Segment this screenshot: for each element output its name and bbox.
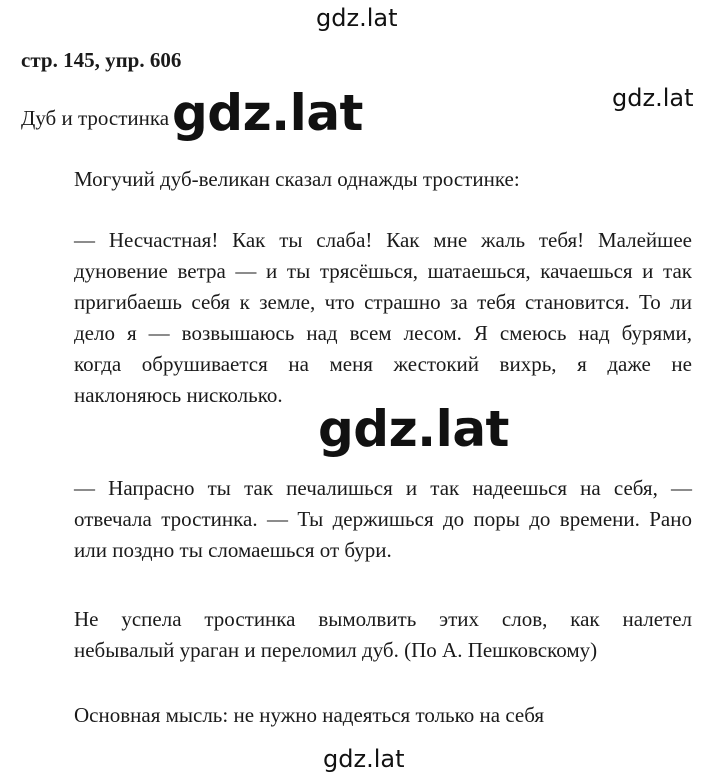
text-line: наклоняюсь нисколько. <box>74 383 283 407</box>
watermark-right: gdz.lat <box>612 84 694 112</box>
text-line: когда обрушивается на меня жестокий вихрь, я даже не <box>74 352 692 376</box>
paragraph-intro <box>74 164 692 195</box>
story-title: Дуб и тростинка <box>21 106 170 130</box>
text-line: — Напрасно ты так печалишься и так надеешься на себя, — <box>74 476 692 500</box>
watermark-large-middle: gdz.lat <box>318 400 509 458</box>
text-line: или поздно ты сломаешься от бури. <box>74 538 392 562</box>
text-line: дуновение ветра — и ты трясёшься, шатаешься, качаешься и так <box>74 259 692 283</box>
text-line: Основная мысль: не нужно надеяться только на себя <box>74 703 545 727</box>
paragraph-ending <box>74 604 692 666</box>
text-line: отвечала тростинка. — Ты держишься до поры до времени. Рано <box>74 507 692 531</box>
text-line: дело я — возвышаюсь над всем лесом. Я смеюсь над бурями, <box>74 321 692 345</box>
text-line: пригибаешь себя к земле, что страшно за тебя становится. То ли <box>74 290 692 314</box>
paragraph-reed-reply <box>74 473 692 566</box>
text-line: небывалый ураган и переломил дуб. (По А. Пешковскому) <box>74 638 598 662</box>
text-line: Не успела тростинка вымолвить этих слов, как налетел <box>74 607 692 631</box>
watermark-bottom: gdz.lat <box>323 745 405 773</box>
paragraph-oak-speech <box>74 225 692 411</box>
text-line: — Несчастная! Как ты слаба! Как мне жаль тебя! Малейшее <box>74 228 692 252</box>
text-line: Могучий дуб-великан сказал однажды тростинке: <box>74 167 520 191</box>
exercise-heading: стр. 145, упр. 606 <box>21 48 182 72</box>
paragraph-main-idea <box>74 700 692 731</box>
watermark-top: gdz.lat <box>316 4 398 32</box>
watermark-large-upper: gdz.lat <box>172 84 363 142</box>
